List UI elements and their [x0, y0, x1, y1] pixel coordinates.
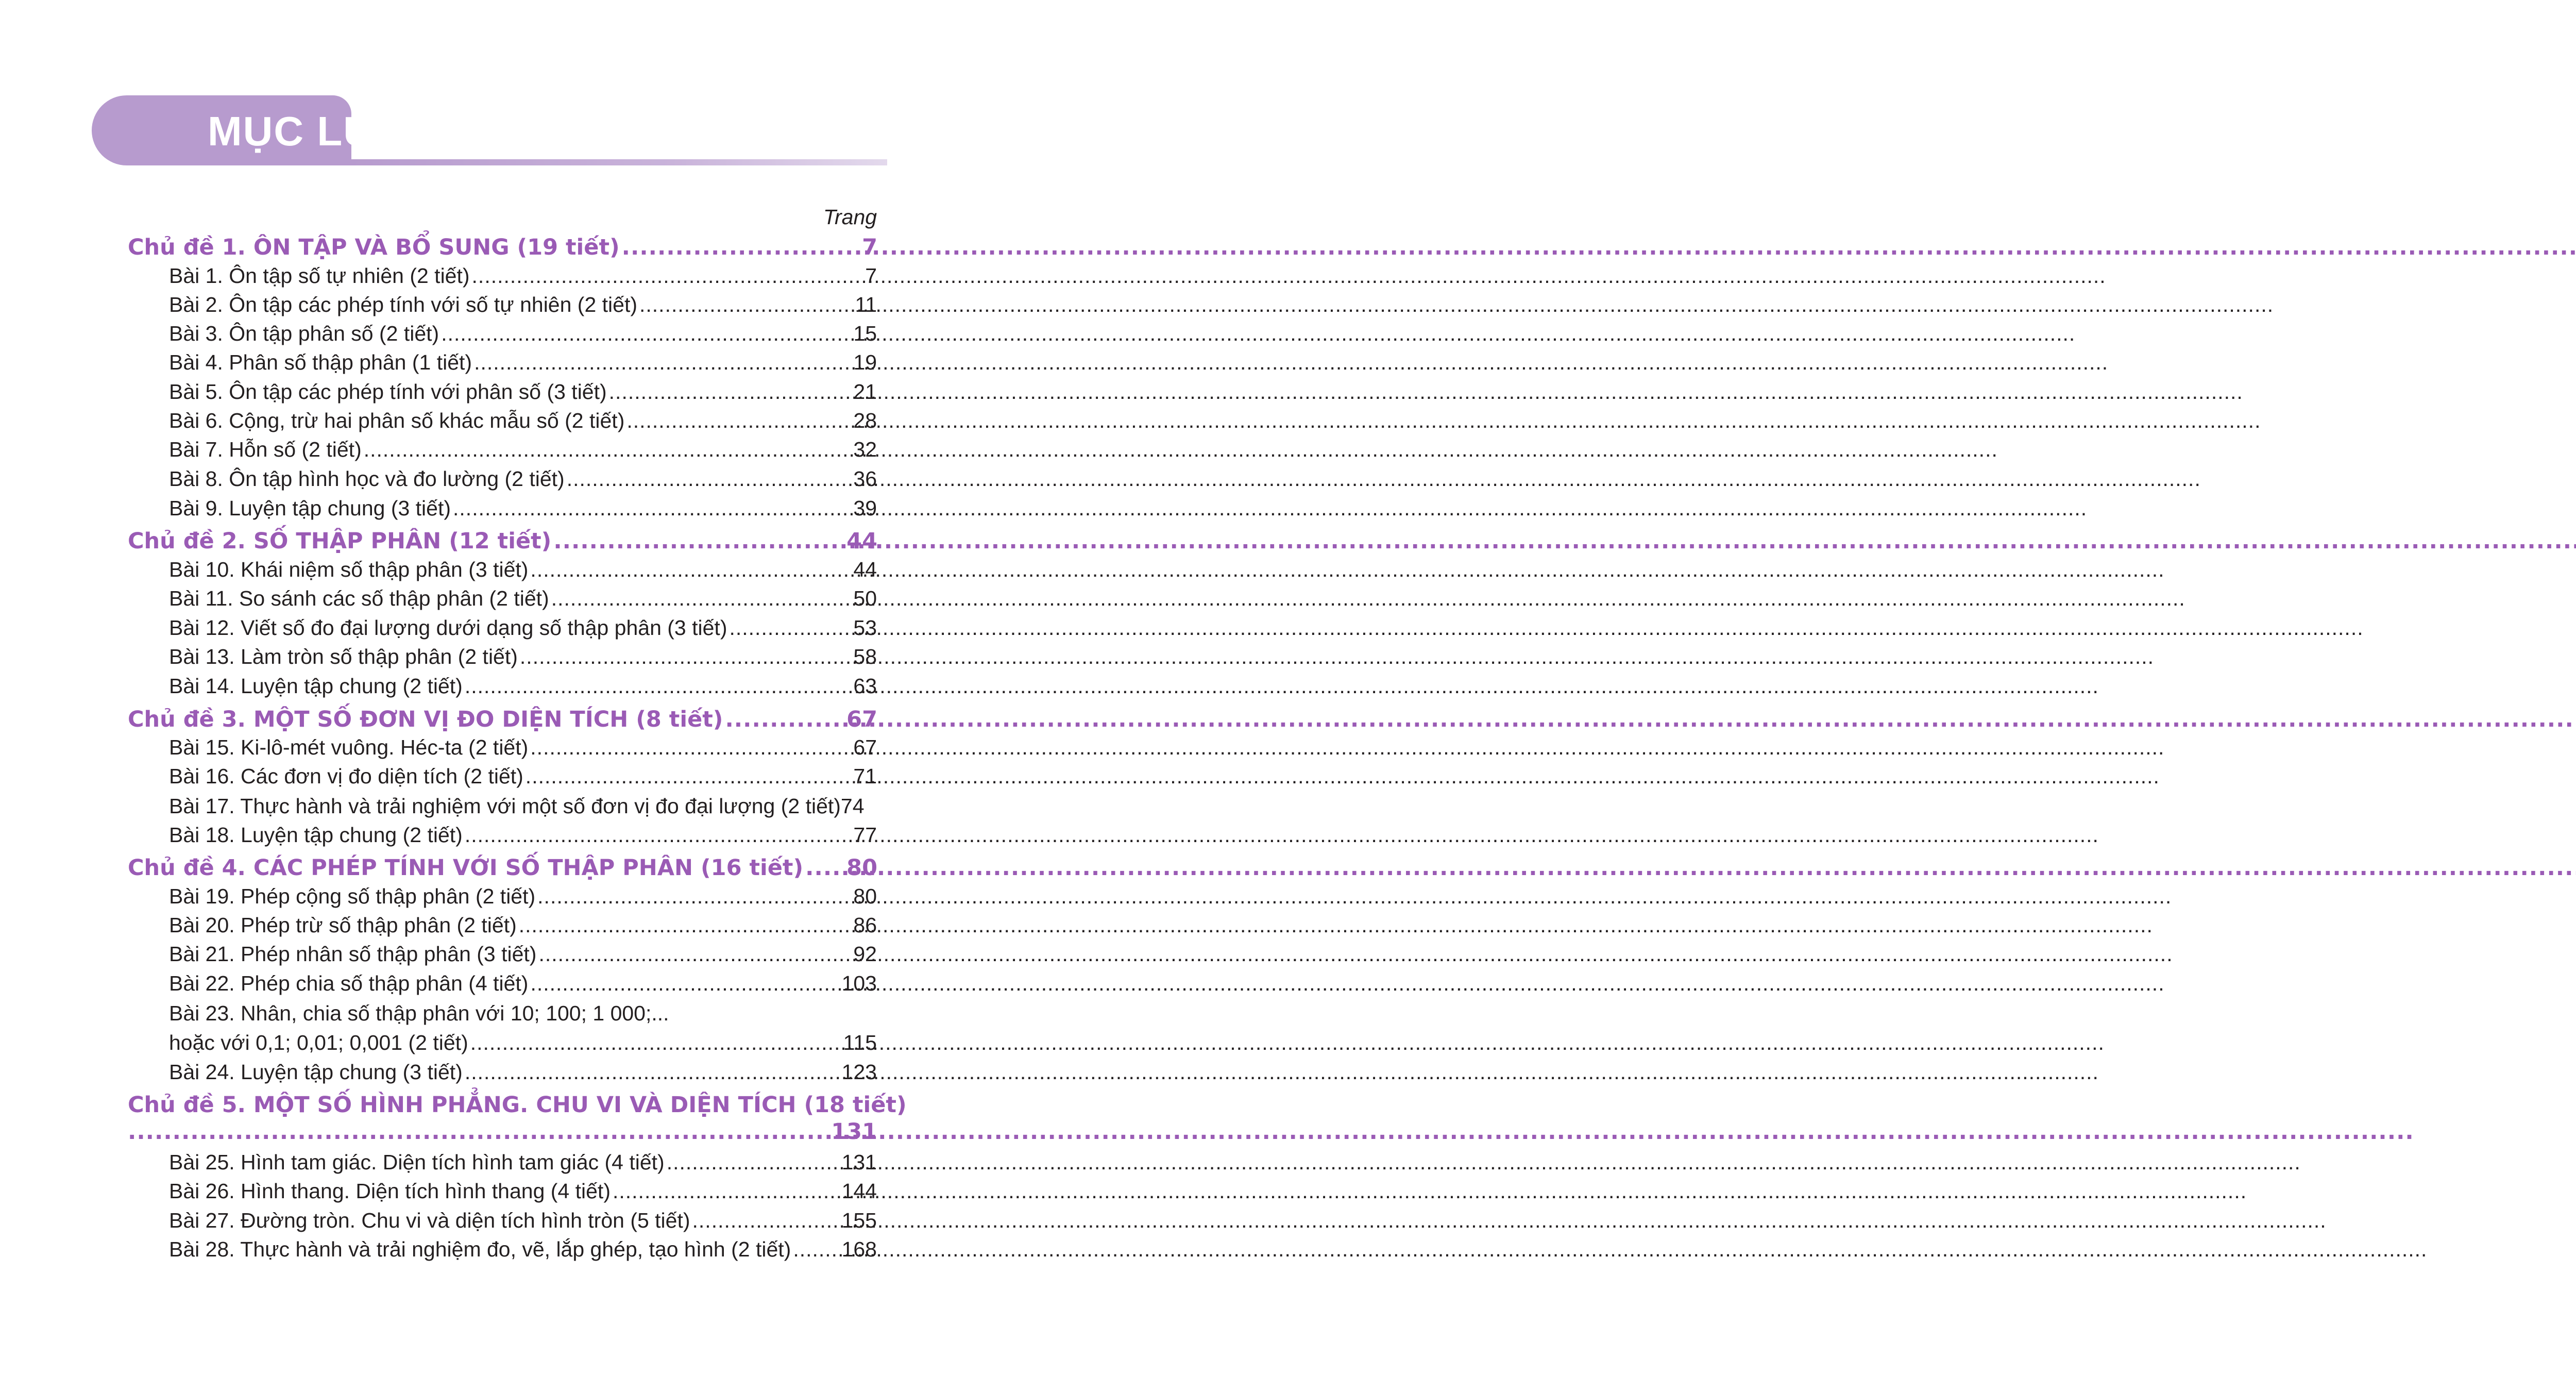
dot-leader: [465, 823, 852, 847]
toc-chapter-row[interactable]: [128, 234, 877, 265]
toc-lesson-title: Bài 5. Ôn tập các phép tính với phân số (3 tiết): [169, 380, 607, 404]
dot-leader: [553, 528, 844, 554]
toc-page-number: 86: [853, 913, 877, 937]
toc-page-number: 168: [841, 1237, 877, 1261]
dot-leader: [793, 1237, 839, 1262]
toc-lesson-row[interactable]: [169, 913, 877, 943]
toc-lesson-row[interactable]: [169, 1179, 877, 1209]
toc-page-number: 103: [841, 971, 877, 995]
toc-lesson-title: Bài 6. Cộng, trừ hai phân số khác mẫu số (2 tiết): [169, 409, 625, 432]
toc-page-number: 131: [841, 1150, 877, 1174]
header-tab: [92, 95, 405, 165]
toc-lesson-title: Bài 17. Thực hành và trải nghiệm với một số đơn vị đo đại lượng (2 tiết): [169, 794, 841, 818]
toc-lesson-row[interactable]: [169, 1060, 877, 1090]
toc-lesson-title: Bài 22. Phép chia số thập phân (4 tiết): [169, 971, 529, 995]
dot-leader: [639, 293, 853, 317]
toc-chapter-title: Chủ đề 1. ÔN TẬP VÀ BỔ SUNG (19 tiết): [128, 234, 620, 260]
toc-page-number: 28: [853, 409, 877, 432]
toc-lesson-title: Bài 9. Luyện tập chung (3 tiết): [169, 496, 451, 520]
toc-page-number: 32: [853, 438, 877, 461]
toc-lesson-row[interactable]: [169, 1209, 877, 1238]
toc-lesson-title: Bài 4. Phân số thập phân (1 tiết): [169, 350, 472, 374]
toc-page-number: 7: [862, 234, 877, 260]
toc-lesson-title: Bài 12. Viết số đo đại lượng dưới dạng số thập phân (3 tiết): [169, 616, 727, 640]
toc-lesson-title: Bài 19. Phép cộng số thập phân (2 tiết): [169, 884, 536, 908]
toc-lesson-title: Bài 24. Luyện tập chung (3 tiết): [169, 1060, 463, 1084]
dot-leader: [472, 264, 863, 288]
toc-page-number: 155: [841, 1209, 877, 1232]
toc-lesson-row[interactable]: [169, 794, 877, 824]
dot-leader: [465, 1060, 840, 1084]
toc-page-number: 123: [841, 1060, 877, 1084]
toc-lesson-row[interactable]: [169, 1150, 877, 1180]
toc-lesson-title: Bài 18. Luyện tập chung (2 tiết): [169, 823, 463, 847]
toc-lesson-title: Bài 7. Hỗn số (2 tiết): [169, 438, 362, 461]
toc-chapter-title: Chủ đề 4. CÁC PHÉP TÍNH VỚI SỐ THẬP PHÂN (16 tiết): [128, 855, 804, 881]
toc-page-number: 11: [855, 293, 877, 316]
dot-leader: [530, 971, 839, 996]
toc-lesson-title: Bài 2. Ôn tập các phép tính với số tự nhiên (2 tiết): [169, 293, 637, 316]
toc-lesson-row[interactable]: [169, 616, 877, 646]
toc-page-number: 71: [853, 764, 877, 788]
toc-lesson-row[interactable]: [169, 264, 877, 294]
toc-page-number: 15: [853, 322, 877, 345]
toc-lesson-title: Bài 26. Hình thang. Diện tích hình thang (4 tiết): [169, 1179, 611, 1203]
toc-chapter-title: Chủ đề 3. MỘT SỐ ĐƠN VỊ ĐO DIỆN TÍCH (8 tiết): [128, 707, 723, 732]
toc-page-number: 58: [853, 645, 877, 668]
toc-page-number: 44: [853, 558, 877, 581]
dot-leader: [530, 558, 851, 582]
toc-lesson-title: Bài 10. Khái niệm số thập phân (3 tiết): [169, 558, 529, 581]
toc-lesson-title: Bài 8. Ôn tập hình học và đo lường (2 tiết): [169, 467, 565, 491]
toc-page-number: 80: [853, 884, 877, 908]
dot-leader: [626, 409, 851, 433]
toc-page-number: 92: [853, 942, 877, 966]
dot-leader: [622, 234, 860, 260]
toc-lesson-title: Bài 21. Phép nhân số thập phân (3 tiết): [169, 942, 537, 966]
toc-chapter-row-continuation[interactable]: [128, 1119, 877, 1150]
toc-lesson-row[interactable]: [169, 1031, 877, 1061]
dot-leader: [613, 1179, 840, 1203]
toc-page-number: 44: [846, 528, 877, 554]
page-column-label: Trang: [823, 205, 877, 229]
toc-lesson-title: Bài 15. Ki-lô-mét vuông. Héc-ta (2 tiết): [169, 735, 529, 759]
toc-lesson-row[interactable]: [169, 409, 877, 439]
toc-lesson-row[interactable]: [169, 322, 877, 351]
dot-leader: [692, 1209, 840, 1233]
dot-leader: [470, 1031, 841, 1055]
toc-chapter-row[interactable]: [128, 1092, 907, 1123]
toc-chapter-title: Chủ đề 2. SỐ THẬP PHÂN (12 tiết): [128, 528, 552, 554]
toc-lesson-row[interactable]: [169, 1237, 877, 1267]
dot-leader: [453, 496, 851, 521]
toc-lesson-title: Bài 11. So sánh các số thập phân (2 tiết): [169, 586, 549, 610]
toc-lesson-row[interactable]: [169, 496, 877, 526]
toc-page-number: 77: [853, 823, 877, 847]
toc-lesson-title: Bài 3. Ôn tập phân số (2 tiết): [169, 322, 439, 345]
toc-lesson-title: Bài 20. Phép trừ số thập phân (2 tiết): [169, 913, 517, 937]
toc-lesson-row[interactable]: [169, 645, 877, 675]
toc-lesson-title: Bài 16. Các đơn vị đo diện tích (2 tiết): [169, 764, 523, 788]
header-rule: [351, 159, 887, 165]
toc-lesson-title: Bài 28. Thực hành và trải nghiệm đo, vẽ, lắp ghép, tạo hình (2 tiết): [169, 1237, 791, 1261]
toc-lesson-row[interactable]: [169, 1001, 877, 1031]
toc-lesson-title: hoặc với 0,1; 0,01; 0,001 (2 tiết): [169, 1031, 468, 1054]
dot-leader: [551, 586, 852, 611]
toc-page-number: 67: [853, 735, 877, 759]
dot-leader: [519, 913, 852, 937]
toc-lesson-row[interactable]: [169, 438, 877, 467]
dot-leader: [725, 707, 844, 732]
dot-leader: [609, 380, 852, 404]
dot-leader: [128, 1119, 828, 1145]
toc-lesson-row[interactable]: [169, 823, 877, 853]
toc-lesson-row[interactable]: [169, 350, 877, 380]
toc-page-number: 50: [853, 586, 877, 610]
toc-page-number: 7: [865, 264, 877, 288]
toc-page-number: 115: [843, 1031, 877, 1054]
toc-lesson-row[interactable]: [169, 884, 877, 914]
dot-leader: [805, 855, 844, 881]
dot-leader: [441, 322, 851, 346]
toc-page-number: 67: [846, 707, 877, 732]
toc-lesson-title: Bài 13. Làm tròn số thập phân (2 tiết): [169, 645, 518, 668]
dot-leader: [729, 616, 851, 640]
toc-lesson-row[interactable]: [169, 586, 877, 616]
dot-leader: [538, 942, 851, 966]
toc-lesson-row[interactable]: [169, 558, 877, 588]
toc-lesson-title: Bài 27. Đường tròn. Chu vi và diện tích hình tròn (5 tiết): [169, 1209, 690, 1232]
toc-chapter-row[interactable]: [128, 707, 877, 737]
toc-page-number: 74: [840, 794, 865, 818]
toc-lesson-row[interactable]: [169, 942, 877, 972]
toc-lesson-row[interactable]: [169, 467, 877, 497]
toc-lesson-row[interactable]: [169, 735, 877, 765]
toc-page-number: 144: [841, 1179, 877, 1203]
toc-page-number: 36: [853, 467, 877, 491]
page-title: MỤC LỤC: [208, 108, 405, 154]
toc-page-number: 53: [853, 616, 877, 640]
toc-page-number: 19: [853, 350, 877, 374]
dot-leader: [537, 884, 851, 909]
toc-page-number: 80: [846, 855, 877, 881]
dot-leader: [520, 645, 851, 669]
toc-page-number: 21: [853, 380, 877, 404]
toc-page-number: 131: [831, 1119, 877, 1145]
dot-leader: [667, 1150, 840, 1175]
toc-lesson-row[interactable]: [169, 971, 877, 1001]
toc-chapter-row[interactable]: [128, 528, 877, 559]
dot-leader: [364, 438, 852, 462]
dot-leader: [530, 735, 851, 760]
dot-leader: [526, 764, 852, 789]
toc-chapter-row[interactable]: [128, 855, 877, 886]
dot-leader: [474, 350, 851, 375]
dot-leader: [567, 467, 852, 491]
toc-lesson-row[interactable]: [169, 674, 877, 704]
toc-lesson-title: Bài 25. Hình tam giác. Diện tích hình tam giác (4 tiết): [169, 1150, 665, 1174]
toc-page-number: 39: [853, 496, 877, 520]
toc-lesson-row[interactable]: [169, 293, 877, 323]
toc-lesson-row[interactable]: [169, 764, 877, 794]
toc-lesson-title: Bài 23. Nhân, chia số thập phân với 10; 100; 1 000;...: [169, 1001, 669, 1025]
toc-page-number: 63: [853, 674, 877, 698]
toc-chapter-title: Chủ đề 5. MỘT SỐ HÌNH PHẲNG. CHU VI VÀ DIỆN TÍCH (18 tiết): [128, 1092, 907, 1118]
toc-lesson-title: Bài 14. Luyện tập chung (2 tiết): [169, 674, 463, 698]
dot-leader: [465, 674, 852, 698]
toc-lesson-row[interactable]: [169, 380, 877, 410]
toc-lesson-title: Bài 1. Ôn tập số tự nhiên (2 tiết): [169, 264, 470, 288]
